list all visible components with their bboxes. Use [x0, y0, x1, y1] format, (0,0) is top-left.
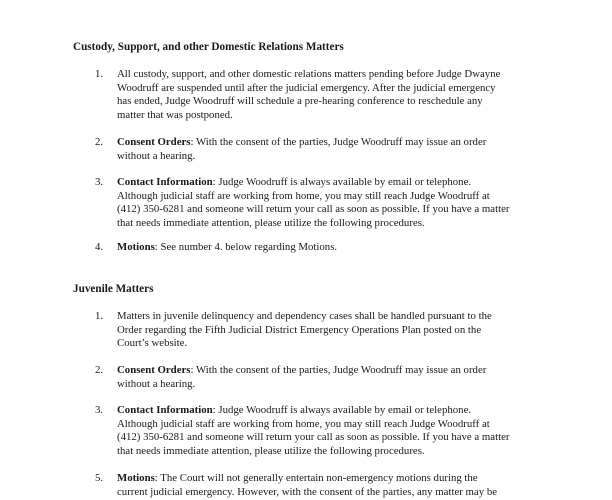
item-text: : See number 4. below regarding Motions.: [154, 241, 338, 253]
text-line: has ended, Judge Woodruff will schedule a pre-hearing conference to reschedule any: [117, 95, 483, 107]
text-line: Although judicial staff are working from home, you may still reach Judge Woodruff at: [117, 189, 490, 202]
text-line: Court’s website.: [117, 337, 188, 349]
item-title: Contact Information: [117, 404, 213, 416]
text-line: [117, 364, 547, 378]
text-line: without a hearing.: [117, 377, 196, 390]
list-item-text: [117, 241, 547, 255]
list-item-text: [117, 136, 547, 163]
section-heading-domestic-relations: Custody, Support, and other Domestic Relations Matters: [73, 41, 344, 53]
list-item-number: 4.: [95, 241, 104, 253]
text-line: Order regarding the Fifth Judicial District Emergency Operations Plan posted on the: [117, 323, 482, 336]
text-line: current judicial emergency. However, with the consent of the parties, any matter may be: [117, 485, 498, 498]
list-item-number: 3.: [95, 176, 104, 188]
item-text: : The Court will not generally entertain non-emergency motions during the: [154, 472, 478, 484]
text-line: [117, 472, 547, 486]
text-line: matter that was postponed.: [117, 108, 233, 121]
list-item-text: [117, 68, 547, 122]
list-item-number: 2.: [95, 364, 104, 376]
list-item-number: 1.: [95, 68, 104, 80]
item-title: Motions: [117, 472, 155, 484]
item-title: Motions: [117, 241, 155, 253]
item-title: Contact Information: [117, 176, 213, 188]
text-line: (412) 350-6281 and someone will return your call as soon as possible. If you have a matter: [117, 203, 510, 215]
text-line: Matters in juvenile delinquency and dependency cases shall be handled pursuant to the: [117, 310, 492, 322]
list-item-text: [117, 176, 547, 230]
item-text: : Judge Woodruff is always available by email or telephone.: [212, 404, 472, 416]
list-item-text: [117, 472, 547, 499]
text-line: [117, 176, 547, 190]
text-line: [117, 136, 547, 150]
item-title: Consent Orders: [117, 364, 191, 376]
section-heading-juvenile: Juvenile Matters: [73, 283, 154, 295]
item-text: : Judge Woodruff is always available by email or telephone.: [212, 176, 472, 188]
list-item-text: [117, 310, 547, 351]
list-item-text: [117, 364, 547, 391]
text-line: that needs immediate attention, please utilize the following procedures.: [117, 444, 425, 457]
list-item-number: 5.: [95, 472, 104, 484]
list-item-text: [117, 404, 547, 458]
text-line: Woodruff are suspended until after the judicial emergency. After the judicial emergency: [117, 81, 496, 94]
text-line: (412) 350-6281 and someone will return your call as soon as possible. If you have a matter: [117, 431, 510, 443]
list-item-number: 1.: [95, 310, 104, 322]
list-item-number: 2.: [95, 136, 104, 148]
text-line: [117, 241, 547, 255]
text-line: that needs immediate attention, please utilize the following procedures.: [117, 216, 425, 229]
text-line: All custody, support, and other domestic relations matters pending before Judge Dwayne: [117, 68, 501, 80]
text-line: Although judicial staff are working from home, you may still reach Judge Woodruff at: [117, 417, 490, 430]
text-line: [117, 404, 547, 418]
text-line: without a hearing.: [117, 149, 196, 162]
list-item-number: 3.: [95, 404, 104, 416]
item-title: Consent Orders: [117, 136, 191, 148]
item-text: : With the consent of the parties, Judge Woodruff may issue an order: [190, 136, 487, 148]
item-text: : With the consent of the parties, Judge Woodruff may issue an order: [190, 364, 487, 376]
